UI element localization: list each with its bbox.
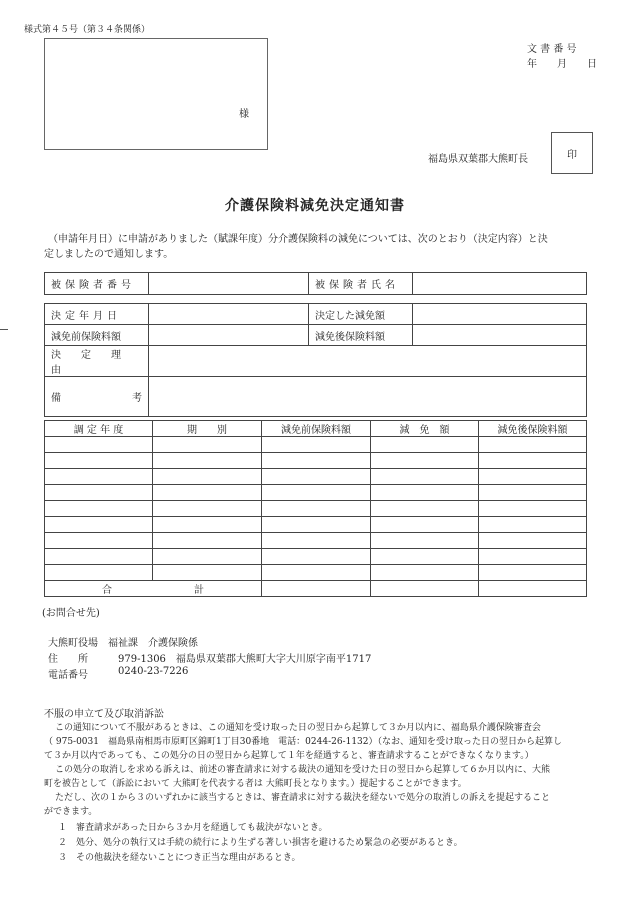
header-post-premium: 減免後保険料額 <box>479 421 587 437</box>
form-number: 様式第４５号（第３４条関係） <box>24 25 151 35</box>
appeal-paragraph-2-line-1: この処分の取消しを求める訴えは、前述の審査請求に対する裁決の通知を受けた日の翌日から起算して６か月以内に、大熊 <box>55 765 551 775</box>
remarks-label-left: 備 <box>51 393 61 404</box>
table-row <box>45 549 587 565</box>
table-gap <box>45 295 587 304</box>
insured-number-label: 被保険者番号 <box>45 273 149 295</box>
appeal-item-3: ３ その他裁決を経ないことにつき正当な理由があるとき。 <box>58 853 301 863</box>
appeal-item-2: ２ 処分、処分の執行又は手続の続行により生ずる著しい損害を避けるため緊急の必要があるとき。 <box>58 838 463 848</box>
header-reduction: 減 免 額 <box>371 421 479 437</box>
remarks-label-right: 考 <box>132 393 142 404</box>
appeal-paragraph-1-line-1: この通知について不服があるときは、この通知を受け取った日の翌日から起算して３か月以内に、福島県介護保険審査会 <box>55 723 541 733</box>
remarks-label <box>45 377 149 417</box>
decision-date-value <box>149 304 309 325</box>
total-pre-premium <box>262 581 371 597</box>
insured-info-table <box>44 272 587 417</box>
seal-label: 印 <box>567 149 577 161</box>
decision-reason-value <box>149 346 587 377</box>
insured-number-value <box>149 273 309 295</box>
insured-name-label: 被保険者氏名 <box>309 273 413 295</box>
document-number-label: 文 書 番 号 <box>527 44 577 55</box>
insured-name-value <box>413 273 587 295</box>
header-period: 期 別 <box>153 421 262 437</box>
recipient-address-box <box>44 38 268 150</box>
total-reduction <box>371 581 479 597</box>
contact-heading: (お問合せ先) <box>42 608 100 619</box>
pre-premium-value <box>149 325 309 346</box>
appeal-paragraph-3-line-1: ただし、次の１から３のいずれかに該当するときは、審査請求に対する裁決を経ないで処分の取消しの訴えを提起すること <box>55 793 551 803</box>
intro-line-2: 定しましたので通知します。 <box>44 249 174 260</box>
appeal-item-1: １ 審査請求があった日から３か月を経過しても裁決がないとき。 <box>58 823 328 833</box>
decided-reduction-label: 決定した減免額 <box>309 304 413 325</box>
appeal-paragraph-3-line-2: ができます。 <box>44 807 98 817</box>
pre-premium-label: 減免前保険料額 <box>45 325 149 346</box>
contact-address: 979-1306 福島県双葉郡大熊町大字大川原字南平1717 <box>118 654 372 665</box>
total-label-right: 計 <box>194 585 204 596</box>
table-row <box>45 453 587 469</box>
table-row <box>45 485 587 501</box>
recipient-suffix: 様 <box>239 109 249 120</box>
header-pre-premium: 減免前保険料額 <box>262 421 371 437</box>
table-row <box>45 533 587 549</box>
appeal-heading: 不服の申立て及び取消訴訟 <box>44 709 164 720</box>
decision-reason-label: 決 定 理 由 <box>45 346 149 377</box>
issuer-name: 福島県双葉郡大熊町長 <box>428 154 528 165</box>
table-row <box>45 469 587 485</box>
decided-reduction-value <box>413 304 587 325</box>
post-premium-label: 減免後保険料額 <box>309 325 413 346</box>
contact-address-label: 住 所 <box>48 654 88 665</box>
appeal-paragraph-1-line-2: （ 975-0031 福島県南相馬市原町区錦町1丁目30番地 電話：0244-26-1132）（なお、通知を受け取った日の翌日から起算し <box>44 737 563 747</box>
table-row <box>45 517 587 533</box>
total-label-left: 合 <box>102 585 112 596</box>
fold-mark <box>0 329 8 330</box>
premium-detail-table <box>44 420 587 597</box>
table-row <box>45 565 587 581</box>
official-seal-box <box>551 132 593 174</box>
appeal-paragraph-1-line-3: て３か月以内であっても、この処分の日の翌日から起算して１年を経過すると、審査請求することができなくなります。） <box>44 751 534 761</box>
contact-office: 大熊町役場 福祉課 介護保険係 <box>48 638 198 649</box>
appeal-paragraph-2-line-2: 町を被告として（訴訟において 大熊町を代表する者は 大熊町長となります。）提起することができます。 <box>44 779 467 789</box>
intro-line-1: （申請年月日）に申請がありました（賦課年度）分介護保険料の減免については、次のとおり（決定内容）と決 <box>48 234 548 245</box>
remarks-value <box>149 377 587 417</box>
decision-date-label: 決定年月日 <box>45 304 149 325</box>
contact-phone: 0240-23-7226 <box>118 666 189 677</box>
issue-date-label: 年 月 日 <box>527 59 597 70</box>
contact-phone-label: 電話番号 <box>48 670 88 681</box>
header-fiscal-year: 調 定 年 度 <box>45 421 153 437</box>
total-label <box>45 581 262 597</box>
post-premium-value <box>413 325 587 346</box>
document-title: 介護保険料減免決定通知書 <box>225 198 405 214</box>
table-row <box>45 501 587 517</box>
total-post-premium <box>479 581 587 597</box>
table-row <box>45 437 587 453</box>
